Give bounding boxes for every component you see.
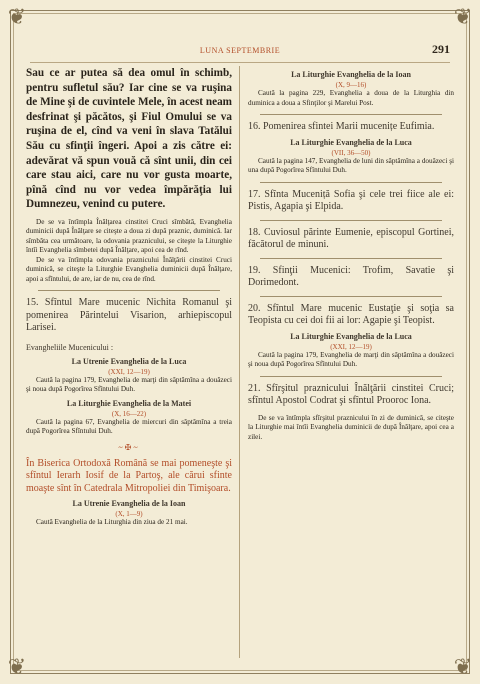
page-number: 291 [432, 42, 450, 56]
reading-reference: (XXI, 12—19) [108, 367, 150, 376]
reading-note: Caută la pagina 147, Evanghelia de luni din săptămîna a douăzeci şi una după Pogorîrea Sfîntului Duh. [248, 156, 454, 174]
corner-ornament-top-right-icon: ❦ [453, 4, 473, 29]
reading-title: La Utrenie Evanghelia de la Luca [71, 356, 187, 366]
rubric-note: De se va întîmpla odovania praznicului Înălţării cinstitei Cruci duminică, se citeşte la Liturghie Evanghelia duminicii după Înălţare, apoi a sfîntului, de are, iar de nu, cea de rînd. [26, 255, 232, 283]
reading-reference: (VII, 36—50) [331, 148, 371, 157]
section-rule [260, 376, 442, 377]
feast-entry: 17. Sfînta Muceniță Sofia şi cele trei fiice ale ei: Pistis, Agapia şi Elpida. [248, 188, 454, 212]
section-rule [260, 182, 442, 183]
corner-ornament-bottom-right-icon: ❦ [453, 654, 473, 679]
gospels-intro: Evangheliile Mucenicului : [26, 342, 114, 352]
feast-entry: 21. Sfîrşitul praznicului Înălţării cinstitei Cruci; sfîntul Apostol Codrat şi sfîntul Prooroc Iona. [248, 382, 454, 406]
feast-entry: 20. Sfîntul Mare mucenic Eustaţie şi soţia sa Teopista cu cei doi fii ai lor: Agapie şi Teopist. [248, 302, 454, 326]
feast-entry: 15. Sfîntul Mare mucenic Nichita Romanul şi pomenirea Părintelui Visarion, arhiepiscopul Larisei. [26, 297, 232, 334]
reading-reference: (X, 16—22) [111, 409, 147, 418]
reading-title: La Liturghie Evanghelia de la Matei [66, 398, 192, 408]
reading-reference: (X, 9—16) [335, 81, 367, 89]
feast-entry: 19. Sfinţii Mucenici: Trofim, Savatie şi Dorimedont. [248, 264, 454, 288]
reading-reference: (XXI, 12—19) [330, 342, 372, 351]
running-header [30, 40, 450, 63]
rubric-note: De se va întîmpla sfîrşitul praznicului în zi de duminică, se citeşte la Liturghie mai întîi Evanghelia duminicii de după Înălţare, apoi cea a zilei. [248, 413, 454, 441]
rubric-note: De se va întîmpla Înălţarea cinstitei Cruci sîmbătă, Evanghelia duminicii după Înălţare se citeşte a doua zi după praznic, duminică. Iar sîmbăta cea următoare, la odovania praznicului, se citeşte la Liturghie întîi Evanghelia sîmbetei după Înălţare, apoi cea de rînd. [26, 217, 232, 255]
reading-reference: (X, 1—9) [115, 510, 143, 519]
section-rule [260, 258, 442, 259]
reading-title: La Liturghie Evanghelia de la Luca [290, 137, 412, 147]
reading-title: La Utrenie Evanghelia de la Ioan [72, 499, 186, 509]
reading-note: Caută la pagina 179, Evanghelia de marţi din săptămîna a douăzeci şi noua după Pogorîrea Sfîntului Duh. [26, 375, 232, 394]
romanian-church-note: În Biserica Ortodoxă Română se mai pomeneşte şi sfîntul Ierarh Iosif de la Partoş, ale cărui sfinte moaşte sînt în Catedrala Mitropoliei din Timişoara. [26, 457, 232, 494]
section-rule [260, 114, 442, 115]
feast-entry: 16. Pomenirea sfintei Marii mucenițe Eufimia. [248, 121, 435, 132]
corner-ornament-bottom-left-icon: ❦ [7, 654, 27, 679]
reading-note: Caută la pagina 229, Evanghelia a doua de la Liturghia din duminica a doua a Sfinţilor şi Marelui Post. [248, 89, 454, 107]
section-rule [260, 220, 442, 221]
corner-ornament-top-left-icon: ❦ [7, 4, 27, 29]
reading-note: Caută Evanghelia de la Liturghia din ziua de 21 mai. [36, 518, 188, 527]
right-column [248, 66, 454, 658]
reading-title: La Liturghie Evanghelia de la Ioan [291, 70, 411, 79]
running-title: LUNA SEPTEMBRIE [199, 46, 281, 55]
ornament-divider: ~✠~ [118, 442, 140, 452]
section-rule [260, 296, 442, 297]
section-rule [38, 290, 220, 291]
reading-note: Caută la pagina 67, Evanghelia de miercuri din săptămîna a treia după Pogorîrea Sfîntului Duh. [26, 417, 232, 436]
reading-title: La Liturghie Evanghelia de la Luca [290, 331, 412, 341]
left-column [26, 66, 232, 658]
gospel-lead-text: Sau ce ar putea să dea omul în schimb, pentru sufletul său? Iar cine se va ruşina de Mine şi de cuvintele Mele, în acest neam desfrinat şi păcătos, şi Fiul Omului se va ruşina de el, cînd va veni în slava Tatălui Său cu sfinţii îngeri. Apoi a zis către ei: adevărat vă spun vouă că sînt unii, din cei care stau aici, care nu vor gusta moarte, pînă cînd nu vor vedea împărăţia lui Dumnezeu, venind cu putere. [26, 67, 232, 211]
feast-entry: 18. Cuviosul părinte Eumenie, episcopul Gortinei, făcătorul de minuni. [248, 226, 454, 250]
column-divider [239, 66, 240, 658]
reading-note: Caută la pagina 179, Evanghelia de marţi din săptămîna a douăzeci şi noua după Pogorîrea Sfîntului Duh. [248, 350, 454, 368]
